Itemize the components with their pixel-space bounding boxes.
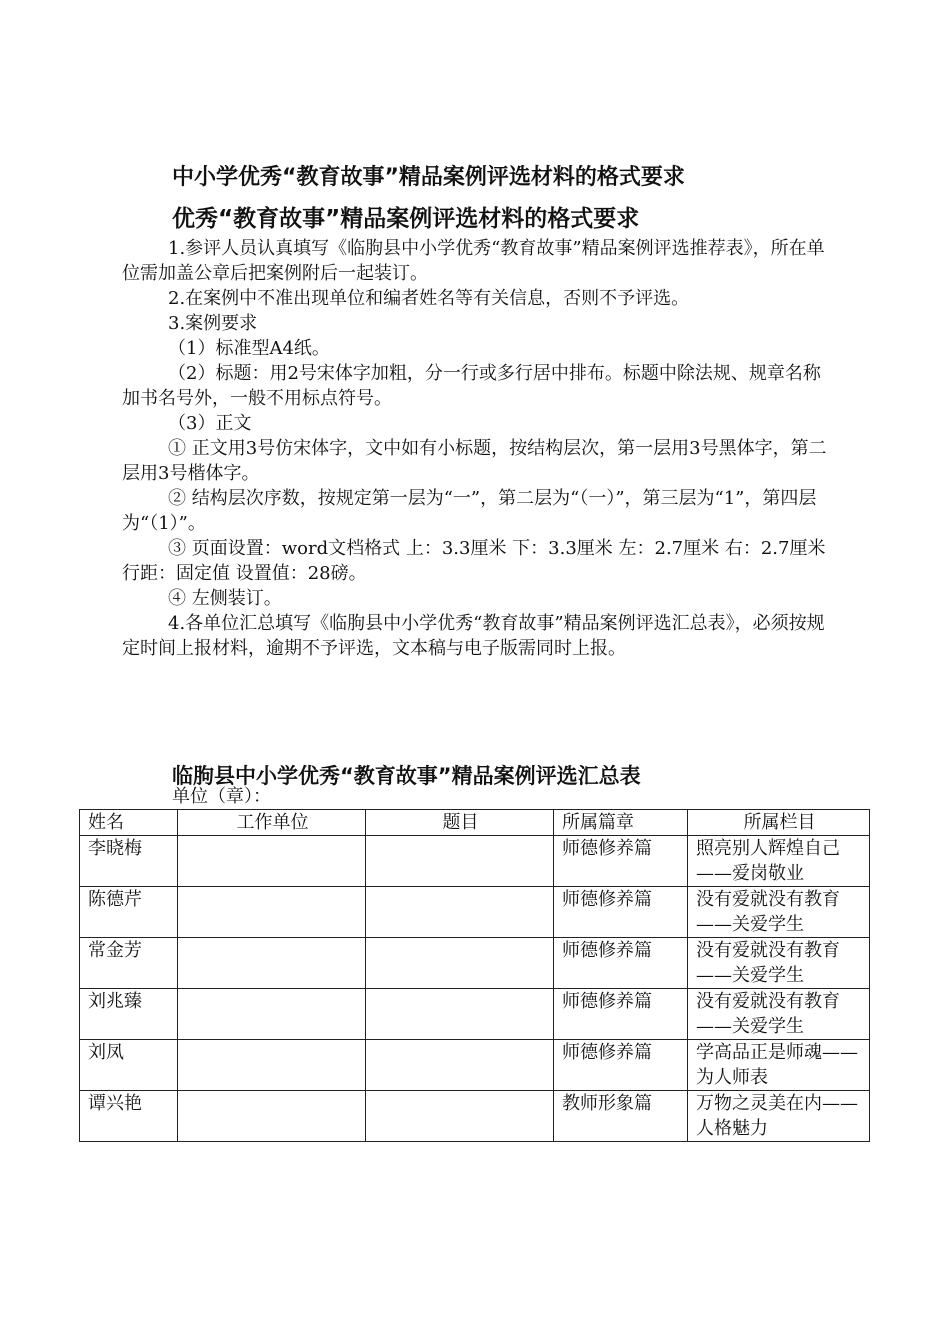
table-row xyxy=(80,1091,870,1142)
requirement-paragraph: ① 正文用3号仿宋体字，文中如有小标题，按结构层次，第一层用3号黑体字，第二层用3号楷体字。 xyxy=(122,438,827,484)
format-requirements-body xyxy=(122,236,834,661)
requirement-paragraph: 4.各单位汇总填写《临朐县中小学优秀“教育故事”精品案例评选汇总表》，必须按规定时间上报材料，逾期不予评选，文本稿与电子版需同时上报。 xyxy=(122,613,825,659)
cell-column: 照亮别人辉煌自己——爱岗敬业 xyxy=(688,836,870,887)
cell-name: 刘兆臻 xyxy=(80,989,178,1040)
header-work-unit: 工作单位 xyxy=(178,810,366,836)
summary-table xyxy=(79,809,870,1142)
cell-column: 没有爱就没有教育——关爱学生 xyxy=(688,989,870,1040)
cell-name: 谭兴艳 xyxy=(80,1091,178,1142)
cell-column: 没有爱就没有教育——关爱学生 xyxy=(688,887,870,938)
format-title-secondary: 优秀“教育故事”精品案例评选材料的格式要求 xyxy=(172,206,640,232)
format-title-primary: 中小学优秀“教育故事”精品案例评选材料的格式要求 xyxy=(172,165,685,190)
cell-work-unit xyxy=(178,1091,366,1142)
cell-name: 陈德芹 xyxy=(80,887,178,938)
cell-chapter: 师德修养篇 xyxy=(554,989,688,1040)
requirement-paragraph: 3.案例要求 xyxy=(168,313,258,334)
header-name: 姓名 xyxy=(80,810,178,836)
header-column: 所属栏目 xyxy=(688,810,870,836)
cell-topic xyxy=(366,1040,554,1091)
cell-chapter: 教师形象篇 xyxy=(554,1091,688,1142)
cell-work-unit xyxy=(178,938,366,989)
cell-topic xyxy=(366,836,554,887)
cell-topic xyxy=(366,938,554,989)
requirement-paragraph: （1）标准型A4纸。 xyxy=(168,338,330,359)
table-header-row xyxy=(80,810,870,836)
header-chapter: 所属篇章 xyxy=(554,810,688,836)
requirement-paragraph: 1.参评人员认真填写《临朐县中小学优秀“教育故事”精品案例评选推荐表》，所在单位需加盖公章后把案例附后一起装订。 xyxy=(122,238,825,284)
cell-name: 常金芳 xyxy=(80,938,178,989)
requirement-paragraph: ④ 左侧装订。 xyxy=(168,588,282,609)
cell-chapter: 师德修养篇 xyxy=(554,1040,688,1091)
unit-stamp-label: 单位（章）： xyxy=(172,786,271,807)
cell-work-unit xyxy=(178,836,366,887)
cell-work-unit xyxy=(178,887,366,938)
cell-work-unit xyxy=(178,1040,366,1091)
table-row xyxy=(80,887,870,938)
summary-table-title: 临朐县中小学优秀“教育故事”精品案例评选汇总表 xyxy=(172,764,641,788)
cell-chapter: 师德修养篇 xyxy=(554,887,688,938)
requirement-paragraph: 2.在案例中不准出现单位和编者姓名等有关信息，否则不予评选。 xyxy=(168,288,690,309)
requirement-paragraph: ③ 页面设置：word文档格式 上：3.3厘米 下：3.3厘米 左：2.7厘米 右：2.7厘米行距：固定值 设置值：28磅。 xyxy=(122,538,826,584)
cell-name: 刘凤 xyxy=(80,1040,178,1091)
cell-column: 没有爱就没有教育——关爱学生 xyxy=(688,938,870,989)
table-row xyxy=(80,989,870,1040)
cell-chapter: 师德修养篇 xyxy=(554,836,688,887)
cell-column: 学高品正是师魂——为人师表 xyxy=(688,1040,870,1091)
cell-name: 李晓梅 xyxy=(80,836,178,887)
table-row xyxy=(80,938,870,989)
header-topic: 题目 xyxy=(366,810,554,836)
cell-topic xyxy=(366,887,554,938)
requirement-paragraph: （2）标题：用2号宋体字加粗，分一行或多行居中排布。标题中除法规、规章名称加书名号外，一般不用标点符号。 xyxy=(122,363,821,409)
table-row xyxy=(80,836,870,887)
cell-chapter: 师德修养篇 xyxy=(554,938,688,989)
cell-topic xyxy=(366,989,554,1040)
cell-topic xyxy=(366,1091,554,1142)
table-row xyxy=(80,1040,870,1091)
requirement-paragraph: ② 结构层次序数，按规定第一层为“一”，第二层为“（一）”，第三层为“1”，第四层为“（1）”。 xyxy=(122,488,817,534)
requirement-paragraph: （3）正文 xyxy=(168,413,252,434)
cell-column: 万物之灵美在内——人格魅力 xyxy=(688,1091,870,1142)
cell-work-unit xyxy=(178,989,366,1040)
